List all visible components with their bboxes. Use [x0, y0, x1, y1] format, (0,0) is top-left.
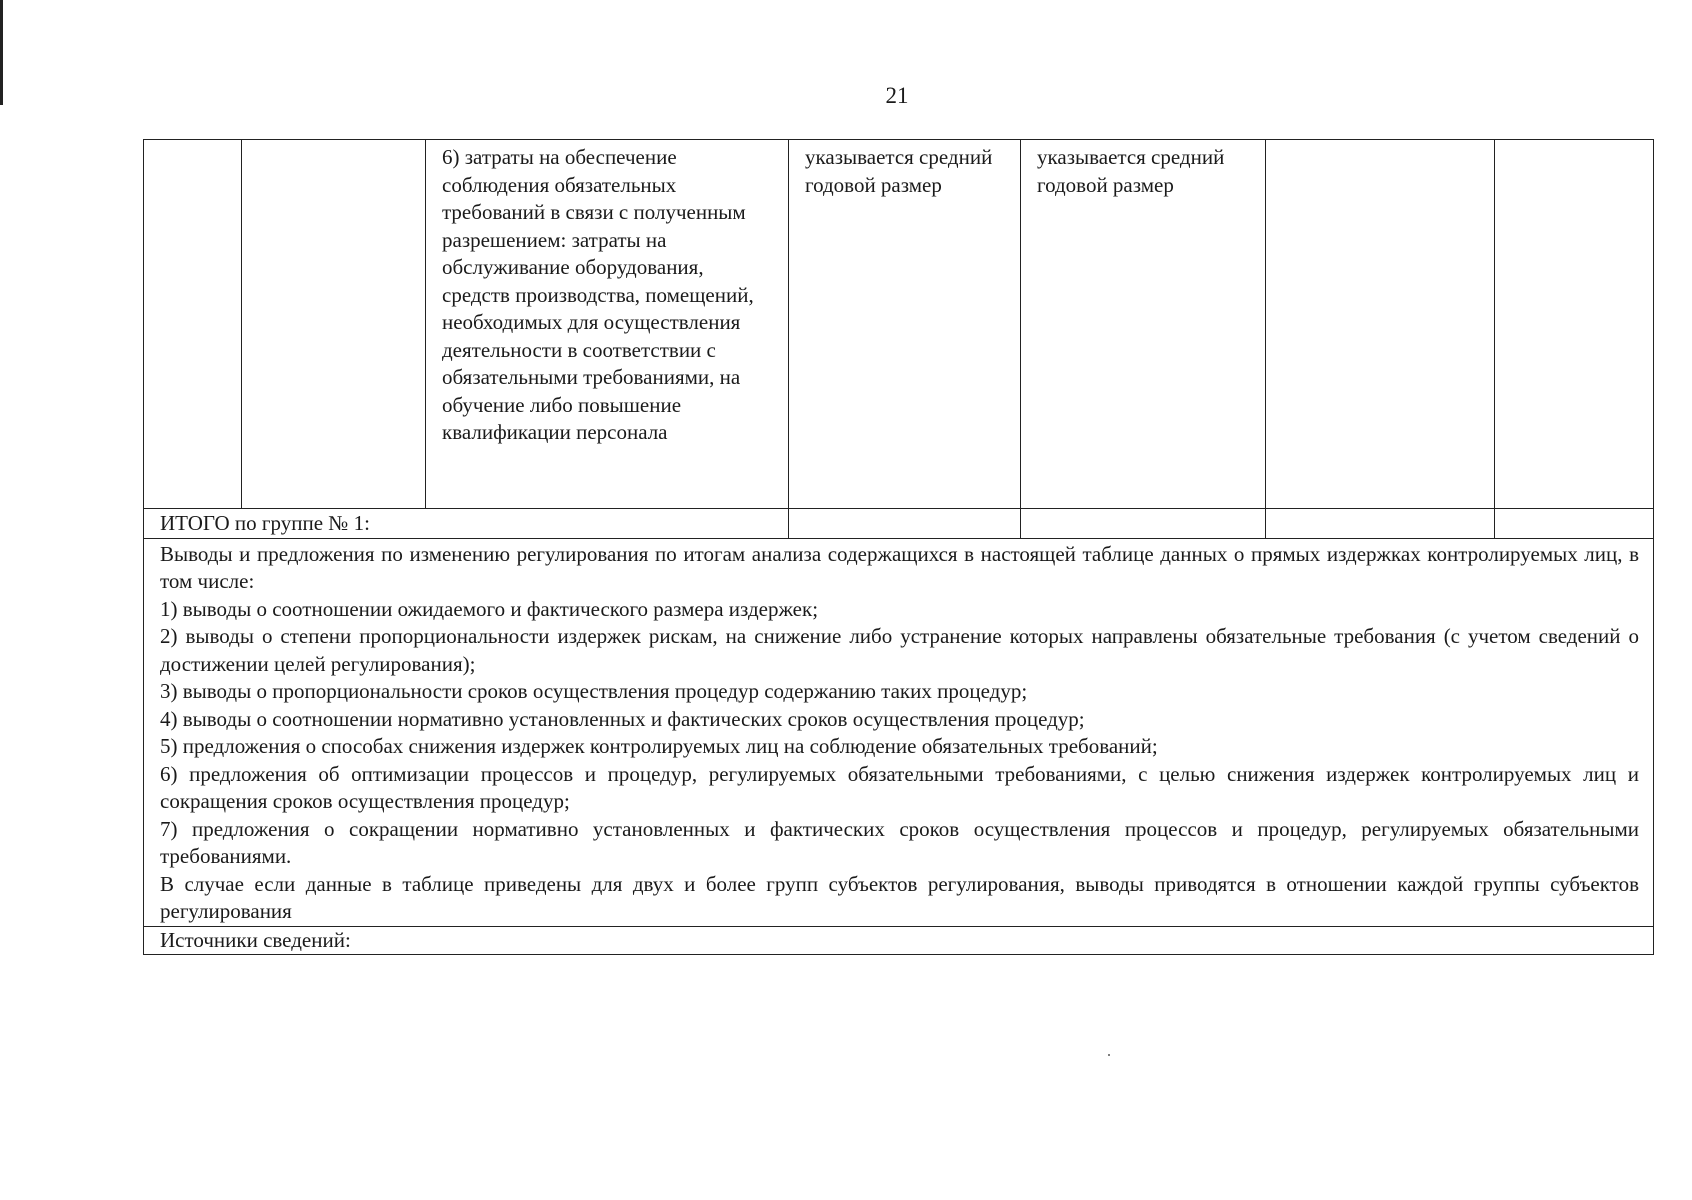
conclusion-item: 7) предложения о сокращении нормативно установленных и фактических сроков осуществления процессов и процедур, регулируемых обязательными требованиями. [160, 816, 1639, 868]
requirement-cell [242, 140, 426, 509]
conclusion-item: 6) предложения об оптимизации процессов и процедур, регулируемых обязательными требованиями, с целью снижения издержек контролируемых лиц и сокращения сроков осуществления процедур; [160, 761, 1639, 813]
conclusion-item: 5) предложения о способах снижения издержек контролируемых лиц на соблюдение обязательных требований; [160, 734, 1158, 758]
sources-label: Источники сведений: [144, 926, 1654, 955]
empty-cell-6 [1266, 140, 1495, 509]
expected-size-cell: указывается средний годовой размер [789, 140, 1021, 509]
conclusions-intro: Выводы и предложения по изменению регулирования по итогам анализа содержащихся в настоящей таблице данных о прямых издержках контролируемых лиц, в том числе: [160, 541, 1639, 593]
total-label: ИТОГО по группе № 1: [144, 509, 789, 539]
total-cell-7 [1495, 509, 1654, 539]
empty-cell-7 [1495, 140, 1654, 509]
cost-item-row [144, 140, 1654, 509]
conclusion-item: 2) выводы о степени пропорциональности издержек рискам, на снижение либо устранение которых направлены обязательные требования (с учетом сведений о достижении целей регулирования); [160, 624, 1639, 676]
scan-dot [1108, 1054, 1110, 1056]
total-cell-6 [1266, 509, 1495, 539]
cost-table [143, 139, 1654, 955]
sources-row [144, 926, 1654, 955]
conclusion-item: 3) выводы о пропорциональности сроков осуществления процедур содержанию таких процедур; [160, 679, 1028, 703]
total-actual-cell [1021, 509, 1266, 539]
row-number-cell [144, 140, 242, 509]
conclusion-item: 4) выводы о соотношении нормативно установленных и фактических сроков осуществления процедур; [160, 706, 1085, 731]
conclusions-row [144, 538, 1654, 926]
page-number: 21 [885, 83, 909, 108]
cost-description-cell: 6) затраты на обеспечение соблюдения обязательных требований в связи с полученным разрешением: затраты на обслуживание оборудования, средств производства, помещений, необходимых для осуществления деятельности в соответствии с обязательными требованиями, на обучение либо повышение квалификации персонала [426, 140, 789, 509]
conclusions-note: В случае если данные в таблице приведены для двух и более групп субъектов регулирования, выводы приводятся в отношении каждой группы субъектов регулирования [160, 871, 1639, 923]
total-expected-cell [789, 509, 1021, 539]
total-row [144, 509, 1654, 539]
conclusion-item: 1) выводы о соотношении ожидаемого и фактического размера издержек; [160, 596, 819, 621]
conclusions-cell [144, 538, 1654, 926]
actual-size-cell: указывается средний годовой размер [1021, 140, 1266, 509]
